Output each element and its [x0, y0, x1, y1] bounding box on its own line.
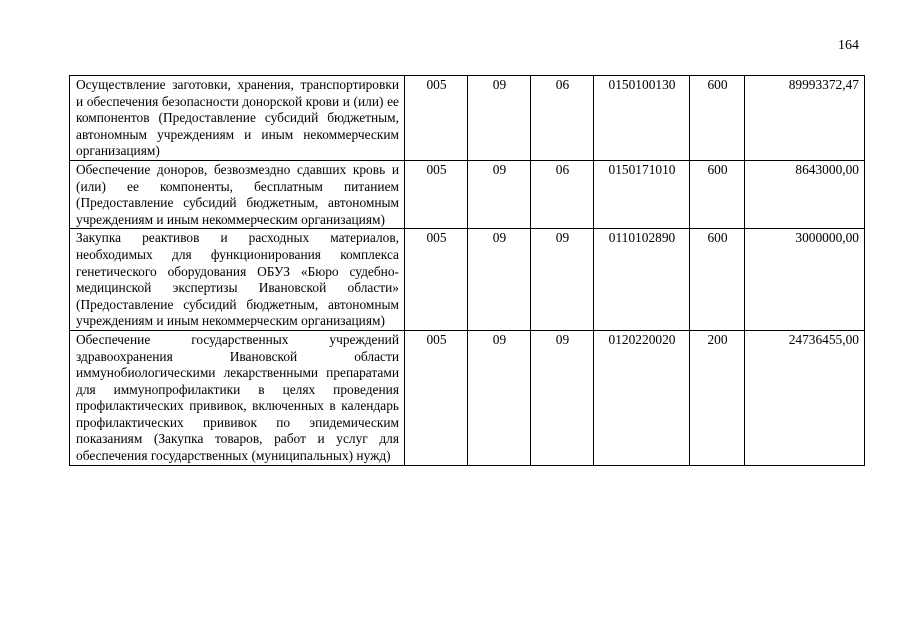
amount: 3000000,00: [745, 229, 865, 331]
page-number: 164: [838, 38, 859, 53]
row-description: Обеспечение доноров, безвозмездно сдавших кровь и (или) ее компоненты, бесплатным питанием (Предоставление субсидий бюджетным, автономным учреждениям и иным некоммерческим организациям): [70, 160, 405, 228]
section-code: 09: [468, 229, 531, 331]
target-article-code: 0120220020: [594, 330, 690, 465]
section-code: 09: [468, 160, 531, 228]
table-row: [70, 229, 865, 331]
subsection-code: 06: [531, 76, 594, 161]
ministry-code: 005: [405, 76, 468, 161]
expense-type-code: 200: [690, 330, 745, 465]
table-row: [70, 76, 865, 161]
table-row: [70, 160, 865, 228]
target-article-code: 0150100130: [594, 76, 690, 161]
amount: 89993372,47: [745, 76, 865, 161]
ministry-code: 005: [405, 229, 468, 331]
row-description: Осуществление заготовки, хранения, транспортировки и обеспечения безопасности донорской крови и (или) ее компонентов (Предоставление субсидий бюджетным, автономным учреждениям и иным некоммерческим организациям): [70, 76, 405, 161]
section-code: 09: [468, 76, 531, 161]
subsection-code: 09: [531, 229, 594, 331]
expense-type-code: 600: [690, 76, 745, 161]
amount: 24736455,00: [745, 330, 865, 465]
budget-table: [69, 75, 865, 466]
amount: 8643000,00: [745, 160, 865, 228]
expense-type-code: 600: [690, 160, 745, 228]
ministry-code: 005: [405, 330, 468, 465]
row-description: Закупка реактивов и расходных материалов, необходимых для функционирования комплекса генетического оборудования ОБУЗ «Бюро судебно-медицинской экспертизы Ивановской области» (Предоставление субсидий бюджетным, автономным учреждениям и иным некоммерческим организациям): [70, 229, 405, 331]
target-article-code: 0110102890: [594, 229, 690, 331]
target-article-code: 0150171010: [594, 160, 690, 228]
table-row: [70, 330, 865, 465]
subsection-code: 06: [531, 160, 594, 228]
section-code: 09: [468, 330, 531, 465]
row-description: Обеспечение государственных учреждений здравоохранения Ивановской области иммунобиологическими лекарственными препаратами для иммунопрофилактики в целях проведения профилактических прививок, включенных в календарь профилактических прививок по эпидемическим показаниям (Закупка товаров, работ и услуг для обеспечения государственных (муниципальных) нужд): [70, 330, 405, 465]
expense-type-code: 600: [690, 229, 745, 331]
subsection-code: 09: [531, 330, 594, 465]
ministry-code: 005: [405, 160, 468, 228]
